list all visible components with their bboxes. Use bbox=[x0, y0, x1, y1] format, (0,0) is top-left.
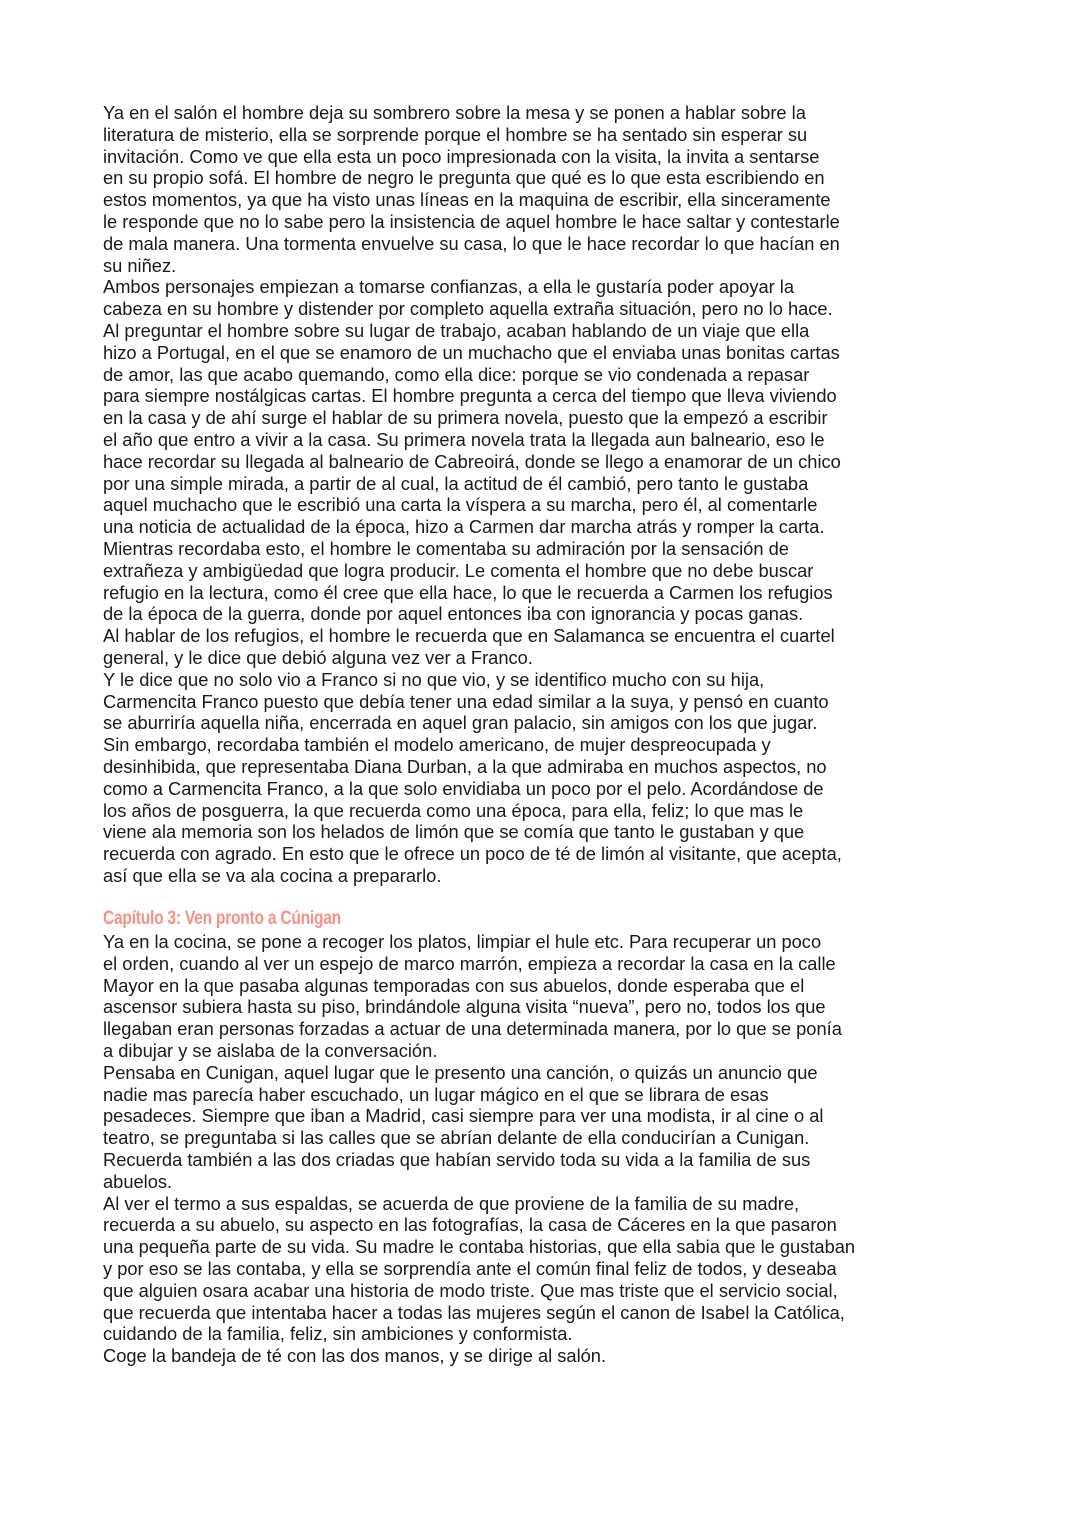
text-line: de la época de la guerra, donde por aquel entonces iba con ignorancia y pocas ganas. bbox=[103, 603, 804, 625]
text-line: el año que entro a vivir a la casa. Su primera novela trata la llegada aun balneario, eso le bbox=[103, 428, 825, 450]
text-line: el orden, cuando al ver un espejo de marco marrón, empieza a recordar la casa en la calle bbox=[103, 952, 836, 974]
text-line: cuidando de la familia, feliz, sin ambiciones y conformista. bbox=[103, 1323, 573, 1345]
text-line: extrañeza y ambigüedad que logra producir. Le comenta el hombre que no debe buscar bbox=[103, 559, 814, 581]
text-line: refugio en la lectura, como él cree que ella hace, lo que le recuerda a Carmen los refugios bbox=[103, 581, 833, 603]
text-line: Al hablar de los refugios, el hombre le recuerda que en Salamanca se encuentra el cuartel bbox=[103, 625, 835, 647]
text-line: a dibujar y se aislaba de la conversación. bbox=[103, 1039, 438, 1061]
text-line: por una simple mirada, a partir de al cual, la actitud de él cambió, pero tanto le gustaba bbox=[103, 472, 809, 494]
text-line: llegaban eran personas forzadas a actuar de una determinada manera, por lo que se ponía bbox=[103, 1018, 842, 1040]
text-line: los años de posguerra, la que recuerda como una época, para ella, feliz; lo que mas le bbox=[103, 799, 804, 821]
body-text-section-2 bbox=[103, 931, 1003, 1367]
text-line: ascensor subiera hasta su piso, brindándole alguna visita “nueva”, pero no, todos los que bbox=[103, 996, 826, 1018]
text-line: en la casa y de ahí surge el hablar de su primera novela, puesto que la empezó a escribir bbox=[103, 407, 828, 429]
text-line: Carmencita Franco puesto que debía tener una edad similar a la suya, y pensó en cuanto bbox=[103, 690, 829, 712]
text-line: Ambos personajes empiezan a tomarse confianzas, a ella le gustaría poder apoyar la bbox=[103, 276, 795, 298]
text-line: le responde que no lo sabe pero la insistencia de aquel hombre le hace saltar y contestarle bbox=[103, 210, 840, 232]
text-line: Al preguntar el hombre sobre su lugar de trabajo, acaban hablando de un viaje que ella bbox=[103, 319, 810, 341]
text-line: en su propio sofá. El hombre de negro le pregunta que qué es lo que esta escribiendo en bbox=[103, 167, 825, 189]
text-line: que alguien osara acabar una historia de modo triste. Que mas triste que el servicio social, bbox=[103, 1279, 838, 1301]
text-line: literatura de misterio, ella se sorprende porque el hombre se ha sentado sin esperar su bbox=[103, 123, 808, 145]
chapter-heading: Capítulo 3: Ven pronto a Cúnigan bbox=[103, 908, 341, 929]
text-line: cabeza en su hombre y distender por completo aquella extraña situación, pero no lo hace. bbox=[103, 298, 833, 320]
text-line: Ya en la cocina, se pone a recoger los platos, limpiar el hule etc. Para recuperar un poco bbox=[103, 931, 822, 952]
text-line: estos momentos, ya que ha visto unas líneas en la maquina de escribir, ella sinceramente bbox=[103, 189, 831, 211]
text-line: abuelos. bbox=[103, 1170, 173, 1192]
text-line: nadie mas parecía haber escuchado, un lugar mágico en el que se librara de esas bbox=[103, 1083, 769, 1105]
text-line: Mayor en la que pasaba algunas temporadas con sus abuelos, donde esperaba que el bbox=[103, 974, 805, 996]
text-line: Y le dice que no solo vio a Franco si no que vio, y se identifico mucho con su hija, bbox=[103, 668, 765, 690]
body-text-section-1 bbox=[103, 102, 1003, 887]
text-line: de mala manera. Una tormenta envuelve su casa, lo que le hace recordar lo que hacían en bbox=[103, 232, 840, 254]
text-line: general, y le dice que debió alguna vez ver a Franco. bbox=[103, 646, 533, 668]
text-line: hace recordar su llegada al balneario de Cabreoirá, donde se llego a enamorar de un chico bbox=[103, 450, 841, 472]
text-line: Ya en el salón el hombre deja su sombrero sobre la mesa y se ponen a hablar sobre la bbox=[103, 102, 806, 123]
text-line: Recuerda también a las dos criadas que habían servido toda su vida a la familia de sus bbox=[103, 1148, 811, 1170]
text-line: así que ella se va ala cocina a prepararlo. bbox=[103, 864, 442, 886]
text-line: como a Carmencita Franco, a la que solo envidiaba un poco por el pelo. Acordándose de bbox=[103, 777, 824, 799]
text-line: desinhibida, que representaba Diana Durban, a la que admiraba en muchos aspectos, no bbox=[103, 755, 827, 777]
text-line: para siempre nostálgicas cartas. El hombre pregunta a cerca del tiempo que lleva viviendo bbox=[103, 385, 837, 407]
text-line: Pensaba en Cunigan, aquel lugar que le presento una canción, o quizás un anuncio que bbox=[103, 1061, 818, 1083]
text-line: pesadeces. Siempre que iban a Madrid, casi siempre para ver una modista, ir al cine o al bbox=[103, 1105, 824, 1127]
text-line: Mientras recordaba esto, el hombre le comentaba su admiración por la sensación de bbox=[103, 537, 789, 559]
text-line: una noticia de actualidad de la época, hizo a Carmen dar marcha atrás y romper la carta. bbox=[103, 516, 825, 538]
text-line: una pequeña parte de su vida. Su madre le contaba historias, que ella sabia que le gustaban bbox=[103, 1236, 856, 1258]
text-line: teatro, se preguntaba si las calles que se abrían delante de ella conducirían a Cunigan. bbox=[103, 1127, 810, 1149]
text-line: Sin embargo, recordaba también el modelo americano, de mujer despreocupada y bbox=[103, 734, 771, 756]
text-line: su niñez. bbox=[103, 254, 177, 276]
text-line: aquel muchacho que le escribió una carta la víspera a su marcha, pero él, al comentarle bbox=[103, 494, 818, 516]
text-line: hizo a Portugal, en el que se enamoro de un muchacho que el enviaba unas bonitas cartas bbox=[103, 341, 840, 363]
text-line: recuerda con agrado. En esto que le ofrece un poco de té de limón al visitante, que acepta, bbox=[103, 843, 842, 865]
text-line: viene ala memoria son los helados de limón que se comía que tanto le gustaban y que bbox=[103, 821, 805, 843]
text-line: Coge la bandeja de té con las dos manos, y se dirige al salón. bbox=[103, 1345, 607, 1367]
text-line: y por eso se las contaba, y ella se sorprendía ante el común final feliz de todos, y deseaba bbox=[103, 1257, 837, 1279]
text-line: invitación. Como ve que ella esta un poco impresionada con la visita, la invita a sentarse bbox=[103, 145, 820, 167]
text-line: que recuerda que intentaba hacer a todas las mujeres según el canon de Isabel la Católica, bbox=[103, 1301, 845, 1323]
text-line: se aburriría aquella niña, encerrada en aquel gran palacio, sin amigos con los que jugar. bbox=[103, 712, 818, 734]
text-line: de amor, las que acabo quemando, como ella dice: porque se vio condenada a repasar bbox=[103, 363, 810, 385]
text-line: Al ver el termo a sus espaldas, se acuerda de que proviene de la familia de su madre, bbox=[103, 1192, 800, 1214]
text-line: recuerda a su abuelo, su aspecto en las fotografías, la casa de Cáceres en la que pasaron bbox=[103, 1214, 837, 1236]
